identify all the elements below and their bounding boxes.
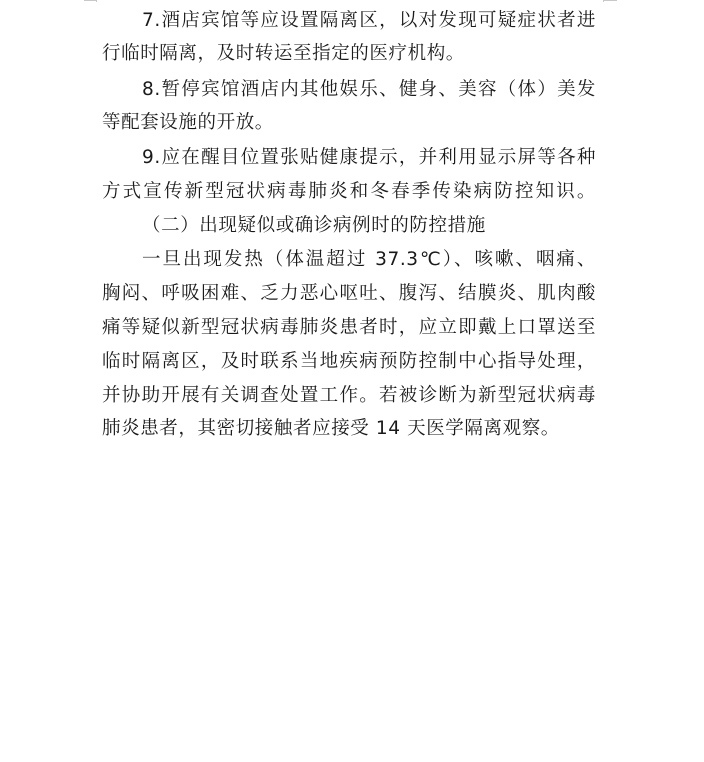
paragraph-measures-line-2: 胸闷、呼吸困难、乏力恶心呕吐、腹泻、结膜炎、肌肉酸 xyxy=(102,283,596,304)
paragraph-8-line-2: 等配套设施的开放。 xyxy=(102,112,274,133)
crop-mark-left-vertical xyxy=(96,0,97,2)
paragraph-measures-line-5: 并协助开展有关调查处置工作。若被诊断为新型冠状病毒 xyxy=(102,385,596,406)
crop-mark-right-vertical xyxy=(603,0,604,2)
paragraph-9-line-2: 方式宣传新型冠状病毒肺炎和冬春季传染病防控知识。 xyxy=(102,181,596,202)
paragraph-measures-line-6: 肺炎患者，其密切接触者应接受 14 天医学隔离观察。 xyxy=(102,418,560,439)
section-heading: （二）出现疑似或确诊病例时的防控措施 xyxy=(142,215,486,236)
paragraph-8-line-1: 8.暂停宾馆酒店内其他娱乐、健身、美容（体）美发 xyxy=(142,79,596,100)
paragraph-7-line-1: 7.酒店宾馆等应设置隔离区，以对发现可疑症状者进 xyxy=(142,10,596,31)
paragraph-measures-line-3: 痛等疑似新型冠状病毒肺炎患者时，应立即戴上口罩送至 xyxy=(102,317,596,338)
paragraph-7-line-2: 行临时隔离，及时转运至指定的医疗机构。 xyxy=(102,43,465,64)
paragraph-measures-line-4: 临时隔离区，及时联系当地疾病预防控制中心指导处理， xyxy=(102,351,596,372)
crop-mark-left xyxy=(84,0,96,1)
paragraph-measures-line-1: 一旦出现发热（体温超过 37.3℃）、咳嗽、咽痛、 xyxy=(142,249,596,270)
crop-mark-right xyxy=(603,0,617,1)
paragraph-9-line-1: 9.应在醒目位置张贴健康提示，并利用显示屏等各种 xyxy=(142,147,596,168)
